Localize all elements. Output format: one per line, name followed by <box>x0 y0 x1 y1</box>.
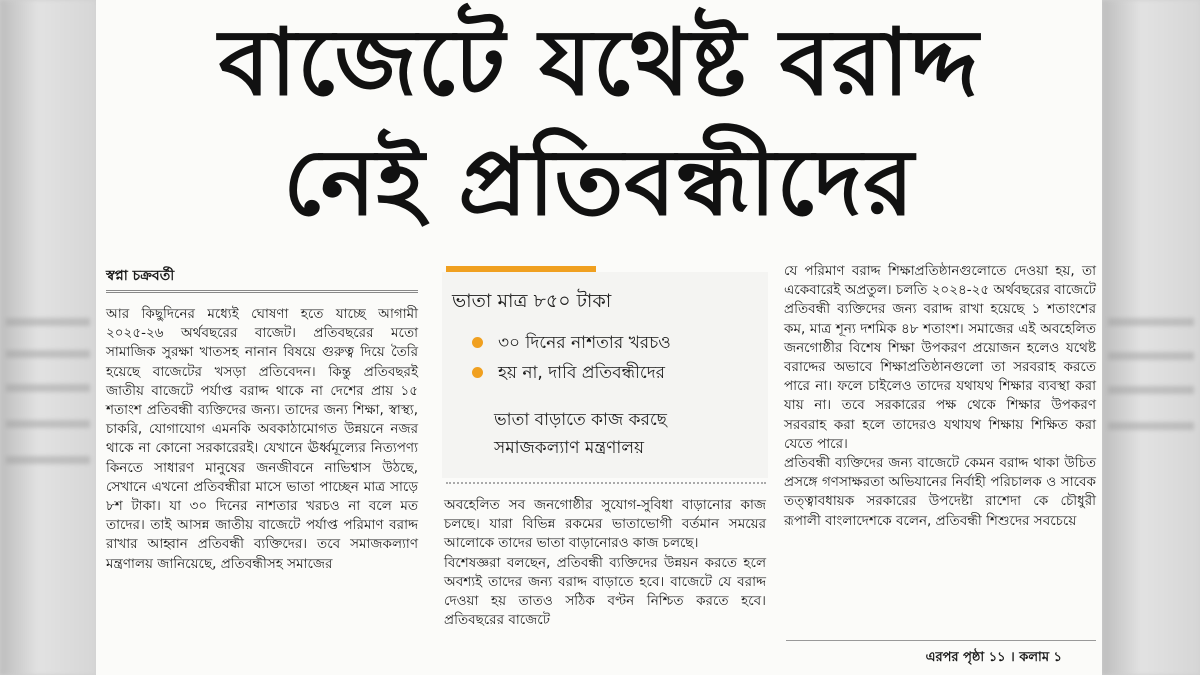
blurred-left-margin <box>0 0 96 675</box>
middle-column-paragraph-2: বিশেষজ্ঞরা বলছেন, প্রতিবন্ধী ব্যক্তিদের উন্নয়ন করতে হলে অবশ্যই তাদের জন্য বরাদ্দ বাড়াতে হবে। বাজেটে যে বরাদ্দ দেওয়া হয় তাতও সঠিক বণ্টন নিশ্চিত করতে হবে। প্রতিবছরের বাজেটে <box>444 554 766 629</box>
left-column-paragraph: আর কিছুদিনের মধ্যেই ঘোষণা হতে যাচ্ছে আগামী ২০২৫-২৬ অর্থবছরের বাজেট। প্রতিবছরের মতো সামাজিক সুরক্ষা খাতসহ নানান বিষয়ে গুরুত্ব দিয়ে তৈরি হয়েছে বাজেটের খসড়া প্রতিবেদন। কিন্তু প্রতিবছরই জাতীয় বাজেটে পর্যাপ্ত বরাদ্দ থাকে না দেশের প্রায় ১৫ শতাংশ প্রতিবন্ধী ব্যক্তিদের জন্য। তাদের জন্য শিক্ষা, স্বাস্থ্য, চাকরি, যোগাযোগ এমনকি অবকাঠামোগত উন্নয়নে নজর থাকে না কোনো সরকারেরই। যেখানে ঊর্ধ্বমূল্যের নিত্যপণ্য কিনতে সাধারণ মানুষের জনজীবনে নাভিশ্বাস উঠছে, সেখানে এখনো প্রতিবন্ধীরা মাসে ভাতা পাচ্ছেন মাত্র সাড়ে ৮শ টাকা। যা ৩০ দিনের নাশতার খরচও না বলে মত তাদের। তাই আসন্ন জাতীয় বাজেটে পর্যাপ্ত পরিমাণ বরাদ্দ রাখার আহ্বান প্রতিবন্ধী ব্যক্তিদের। তবে সমাজকল্যাণ মন্ত্রণালয় জানিয়েছে, প্রতিবন্ধীসহ সমাজের <box>106 306 418 572</box>
accent-bar <box>446 266 596 272</box>
callout-bullet-text: হয় না, দাবি প্রতিবন্ধীদের <box>498 363 666 383</box>
headline-line-2: নেই প্রতিবন্ধীদের <box>283 129 915 236</box>
right-column-paragraph-2: প্রতিবন্ধী ব্যক্তিদের জন্য বাজেটে কেমন বরাদ্দ থাকা উচিত প্রসঙ্গে গণসাক্ষরতা অভিযানের নির্বাহী পরিচালক ও সাবেক তত্ত্বাবধায়ক সরকারের উপদেষ্টা রাশেদা কে চৌধুরী রূপালী বাংলাদেশকে বলেন, প্রতিবন্ধী শিশুদের সবচেয়ে <box>784 455 1096 529</box>
callout-bullet <box>472 358 671 388</box>
blurred-right-margin <box>1102 0 1200 675</box>
article-column-middle <box>444 496 766 630</box>
jump-line: এরপর পৃষ্ঠা ১১ । কলাম ১ <box>925 650 1062 665</box>
callout-bullets <box>472 328 671 388</box>
callout-bullet-text: ৩০ দিনের নাশতার খরচও <box>498 333 671 353</box>
headline <box>96 0 1102 250</box>
callout-title: ভাতা মাত্র ৮৫০ টাকা <box>452 290 612 312</box>
byline: স্বপ্না চক্রবর্তী <box>106 268 175 284</box>
callout-subtext-line-2: সমাজকল্যাণ মন্ত্রণালয় <box>494 438 645 458</box>
callout-subtext-line-1: ভাতা বাড়াতে কাজ করছে <box>494 410 667 430</box>
article-column-right <box>784 262 1096 531</box>
right-column-paragraph-1: যে পরিমাণ বরাদ্দ শিক্ষাপ্রতিষ্ঠানগুলোতে দেওয়া হয়, তা একেবারেই অপ্রতুল। চলতি ২০২৪-২৫ অর্থবছরের বাজেটে প্রতিবন্ধী ব্যক্তিদের জন্য বরাদ্দ রাখা হয়েছে ১ শতাংশের কম, মাত্র শূন্য দশমিক ৪৮ শতাংশ। সমাজের এই অবহেলিত জনগোষ্ঠীর বিশেষ শিক্ষা উপকরণ প্রয়োজন হলেও যথেষ্ট বরাদ্দের অভাবে শিক্ষাপ্রতিষ্ঠানগুলো তা সরবরাহ করতে পারে না। ফলে চাইলেও তাদের যথাযথ শিক্ষার ব্যবস্থা করা যায় না। তবে সরকারের পক্ষ থেকে শিক্ষার উপকরণ সরবরাহ করা হলে তাদেরও যথাযথ শিক্ষায় শিক্ষিত করা যেতে পারে। <box>784 263 1096 452</box>
bullet-dot-icon <box>472 367 483 378</box>
byline-rule <box>106 290 418 293</box>
middle-column-paragraph-1: অবহেলিত সব জনগোষ্ঠীর সুযোগ-সুবিধা বাড়ানোর কাজ চলছে। যারা বিভিন্ন রকমের ভাতাভোগী বর্তমান সময়ের আলোকে তাদের ভাতা বাড়ানোরও কাজ চলছে। <box>444 497 766 552</box>
callout-divider <box>446 482 766 484</box>
callout-bullet <box>472 328 671 358</box>
newspaper-page <box>96 0 1102 675</box>
article-column-left <box>106 305 418 574</box>
jump-rule <box>786 640 1096 641</box>
callout-subtext <box>494 406 667 462</box>
headline-line-1: বাজেটে যথেষ্ট বরাদ্দ <box>218 9 980 116</box>
bullet-dot-icon <box>472 337 483 348</box>
